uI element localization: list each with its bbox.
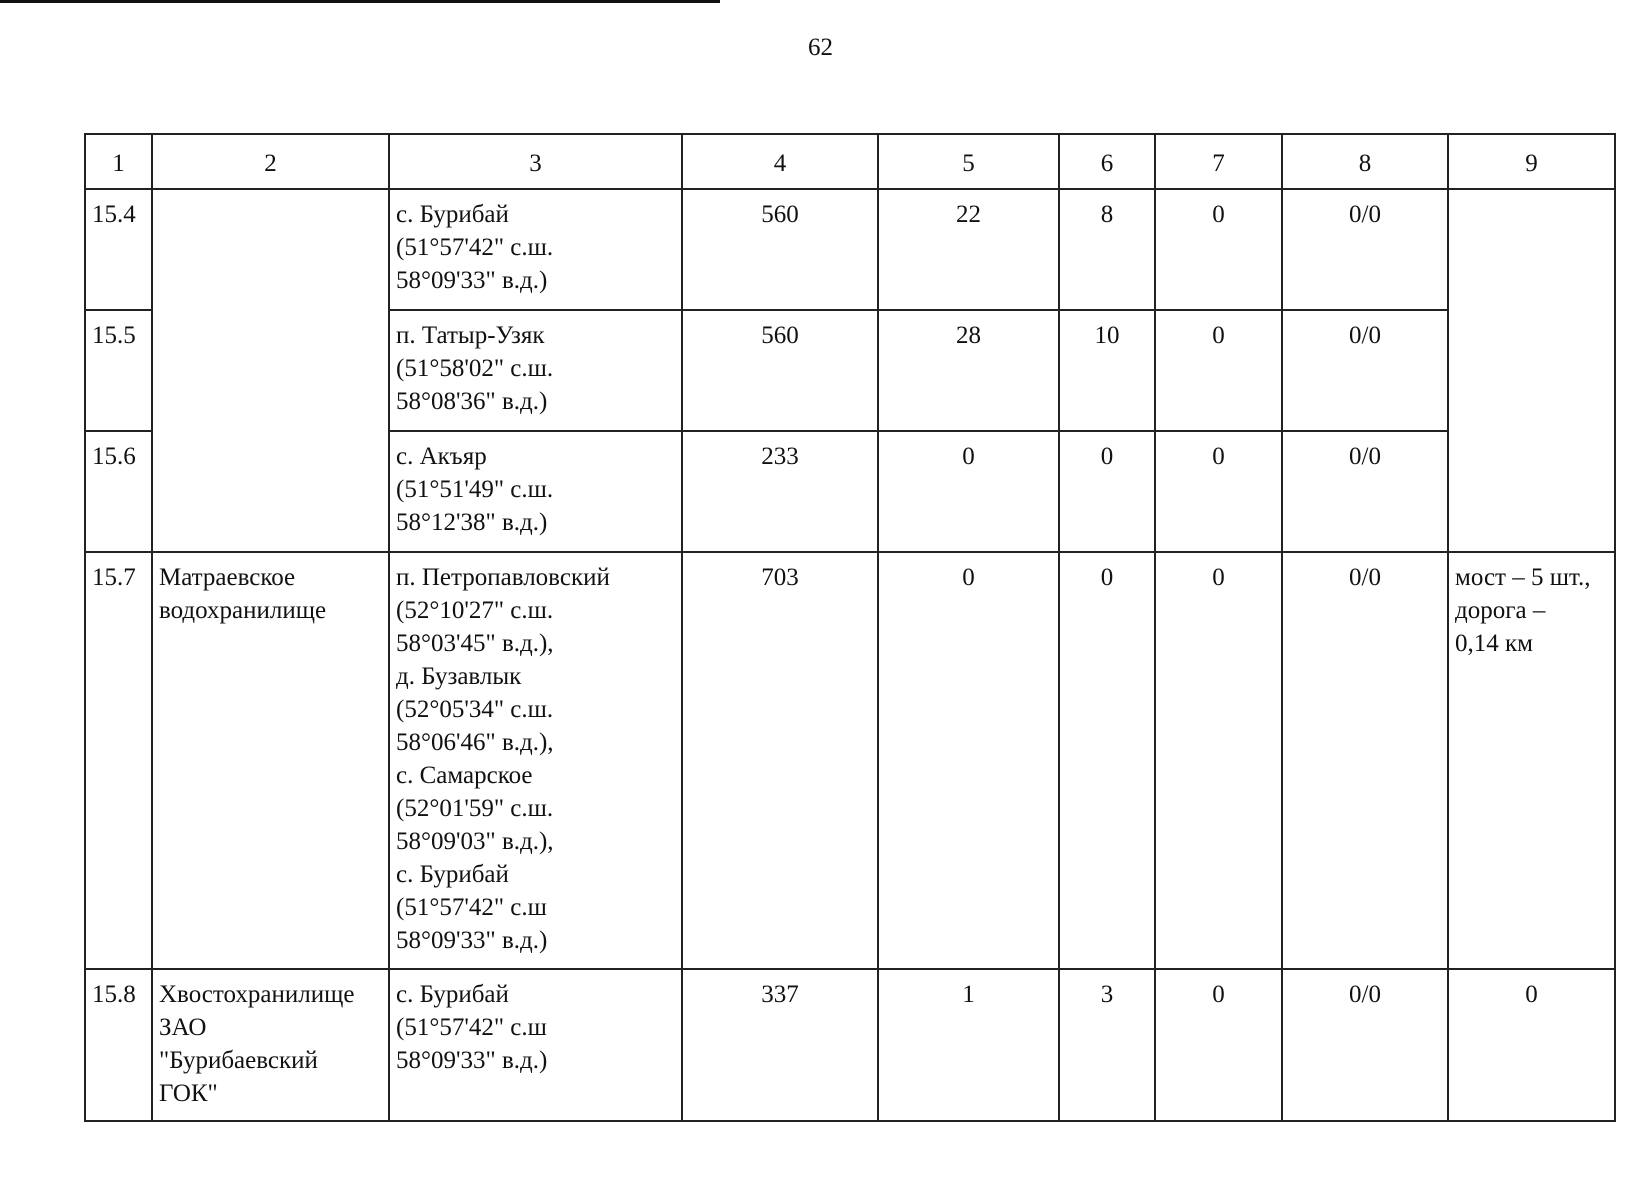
header-cell-4: 4 — [682, 134, 878, 189]
col9-cell: мост – 5 шт., дорога – 0,14 км — [1448, 552, 1615, 969]
col6-cell: 10 — [1059, 310, 1155, 431]
col6-cell: 8 — [1059, 189, 1155, 310]
col5-cell: 1 — [878, 969, 1059, 1121]
settlement-cell: с. Бурибай (51°57'42" с.ш. 58°09'33" в.д.) — [389, 189, 682, 310]
row-number-cell: 15.4 — [85, 189, 152, 310]
col5-cell: 22 — [878, 189, 1059, 310]
settlement-cell: с. Акъяр (51°51'49" с.ш. 58°12'38" в.д.) — [389, 431, 682, 552]
col5-cell: 0 — [878, 431, 1059, 552]
col4-cell: 703 — [682, 552, 878, 969]
row-number-cell: 15.8 — [85, 969, 152, 1121]
col7-cell: 0 — [1155, 552, 1282, 969]
col4-cell: 233 — [682, 431, 878, 552]
col7-cell: 0 — [1155, 431, 1282, 552]
settlement-cell: п. Татыр-Узяк (51°58'02" с.ш. 58°08'36" в.д.) — [389, 310, 682, 431]
header-cell-1: 1 — [85, 134, 152, 189]
col7-cell: 0 — [1155, 310, 1282, 431]
table-row — [85, 552, 1615, 969]
col8-cell: 0/0 — [1282, 552, 1448, 969]
object-name-cell-empty — [152, 189, 389, 552]
col5-cell: 0 — [878, 552, 1059, 969]
header-cell-2: 2 — [152, 134, 389, 189]
col6-cell: 0 — [1059, 431, 1155, 552]
top-rule — [0, 0, 720, 3]
header-cell-8: 8 — [1282, 134, 1448, 189]
settlement-cell: с. Бурибай (51°57'42" с.ш 58°09'33" в.д.) — [389, 969, 682, 1121]
header-cell-5: 5 — [878, 134, 1059, 189]
object-name-cell: Хвостохранилище ЗАО "Бурибаевский ГОК" — [152, 969, 389, 1121]
row-number-cell: 15.6 — [85, 431, 152, 552]
col8-cell: 0/0 — [1282, 969, 1448, 1121]
col8-cell: 0/0 — [1282, 431, 1448, 552]
object-name-cell: Матраевское водохранилище — [152, 552, 389, 969]
header-cell-7: 7 — [1155, 134, 1282, 189]
data-table — [84, 133, 1616, 1122]
row-number-cell: 15.7 — [85, 552, 152, 969]
header-row — [85, 134, 1615, 189]
col4-cell: 560 — [682, 189, 878, 310]
col9-cell-empty — [1448, 189, 1615, 552]
col8-cell: 0/0 — [1282, 189, 1448, 310]
col9-cell: 0 — [1448, 969, 1615, 1121]
col8-cell: 0/0 — [1282, 310, 1448, 431]
col6-cell: 3 — [1059, 969, 1155, 1121]
table-row — [85, 969, 1615, 1121]
header-cell-6: 6 — [1059, 134, 1155, 189]
page-number: 62 — [808, 34, 833, 61]
col7-cell: 0 — [1155, 969, 1282, 1121]
col6-cell: 0 — [1059, 552, 1155, 969]
row-number-cell: 15.5 — [85, 310, 152, 431]
header-cell-9: 9 — [1448, 134, 1615, 189]
header-cell-3: 3 — [389, 134, 682, 189]
col7-cell: 0 — [1155, 189, 1282, 310]
col5-cell: 28 — [878, 310, 1059, 431]
table-row — [85, 189, 1615, 310]
settlement-cell: п. Петропавловский (52°10'27" с.ш. 58°03'45" в.д.), д. Бузавлык (52°05'34" с.ш. 58°06'46" в.д.), с. Самарское (52°01'59" с.ш. 58°09'03" в.д.), с. Бурибай (51°57'42" с.ш 58°09'33" в.д.) — [389, 552, 682, 969]
col4-cell: 337 — [682, 969, 878, 1121]
col4-cell: 560 — [682, 310, 878, 431]
